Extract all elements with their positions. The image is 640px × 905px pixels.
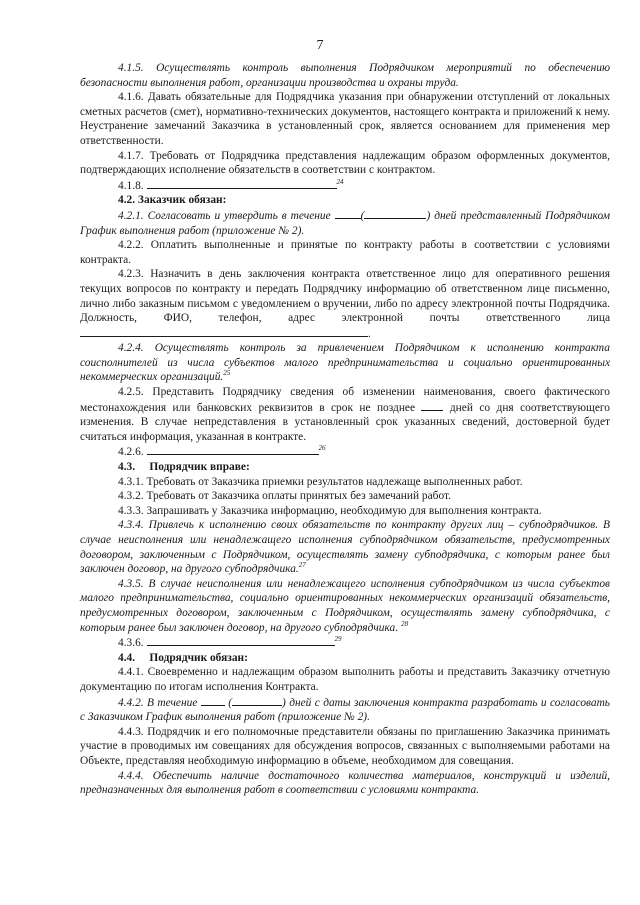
clause-4-2-3	[80, 267, 610, 341]
clause-4-3-6	[80, 635, 610, 651]
blank-line	[232, 695, 282, 706]
clause-4-3-6-label: 4.3.6.	[118, 637, 144, 650]
clause-4-2-5	[80, 385, 610, 444]
clause-4-2-3-end: .	[368, 327, 371, 340]
clause-4-2-4-text: 4.2.4. Осуществлять контроль за привлечением Подрядчиком к исполнению контракта соисполнителей из числа субъектов малого предпринимательства и социально ориентированных некоммерческих организаций.	[80, 342, 610, 384]
footnote-ref: 27	[298, 561, 306, 570]
clause-4-1-5: 4.1.5. Осуществлять контроль выполнения Подрядчиком мероприятий по обеспечению безопасности выполнения работ, организации производства и охраны труда.	[80, 62, 610, 89]
clause-4-4-2-text-a: 4.4.2. В течение	[118, 696, 198, 709]
footnote-ref: 29	[334, 635, 342, 644]
clause-4-4-1: 4.4.1. Своевременно и надлежащим образом выполнить работы и представить Заказчику отчетную документацию по итогам исполнения Контракта.	[80, 666, 610, 693]
section-4-3-number: 4.3.	[118, 461, 136, 474]
footnote-ref: 28	[400, 619, 408, 628]
clause-4-2-2: 4.2.2. Оплатить выполненные и принятые по контракту работы в соответствии с условиями контракта.	[80, 239, 610, 266]
footnote-ref: 26	[318, 444, 326, 453]
clause-4-3-3: 4.3.3. Запрашивать у Заказчика информацию, необходимую для выполнения контракта.	[118, 504, 542, 517]
blank-line	[147, 178, 337, 189]
clause-4-1-8	[80, 178, 610, 194]
clause-4-2-3-text: 4.2.3. Назначить в день заключения контракта ответственное лицо для оперативного решения текущих вопросов по контракту и передать Подрядчику информацию об ответственном лице письменно, лично либо заказным письмом с уведомлением о вручении, либо по адресу электронной почты Подрядчика. Должность, ФИО, телефон, адрес электронной почты ответственного лица	[80, 268, 610, 325]
clause-4-2-6-label: 4.2.6.	[118, 446, 144, 459]
clause-4-1-7: 4.1.7. Требовать от Подрядчика представления надлежащим образом оформленных документов, подтверждающих исполнение обязательств в соответствии с контрактом.	[80, 149, 610, 177]
section-4-3-heading	[80, 460, 610, 475]
clause-4-3-5	[80, 577, 610, 635]
clause-4-2-1-text-b: (	[360, 209, 365, 222]
clause-4-3-4-text: 4.3.4. Привлечь к исполнению своих обязательств по контракту других лиц – субподрядчиков. В случае неисполнения или ненадлежащего исполнения субподрядчиком обязательств, предусмотренных договором, заключенным с Подрядчиком, осуществлять замену субподрядчика, с которым ранее был заключен договор, на другого субподрядчика.	[80, 519, 610, 576]
clause-4-4-2-text-b: (	[228, 696, 233, 709]
blank-line	[364, 208, 426, 219]
clause-4-2-1-text-a: 4.2.1. Согласовать и утвердить в течение	[118, 209, 331, 222]
section-4-4-number: 4.4.	[118, 651, 136, 664]
section-4-4-title: Подрядчик обязан:	[149, 651, 248, 664]
clause-4-1-6-text: 4.1.6. Давать обязательные для Подрядчика указания при обнаружении отступлений от локальных сметных расчетов (смет), нормативно-технических документов, настоящего контракта и приложений к нему. Неустранение замечаний Заказчика в установленный срок, является основанием для применения мер ответственности.	[80, 91, 610, 147]
clause-4-1-6	[80, 90, 610, 148]
page-number: 7	[316, 38, 324, 53]
clause-4-2-1-text-c: ) дней представленный Подрядчиком График выполнения работ (приложение № 2).	[80, 209, 610, 237]
clause-4-4-3: 4.4.3. Подрядчик и его полномочные представители обязаны по приглашению Заказчика принимать участие в проводимых им совещаниях для обсуждения вопросов, связанных с выполняемыми работами на Объекте, представляя необходимую информацию в объеме, необходимом для совещания.	[80, 725, 610, 767]
footnote-ref: 25	[223, 369, 231, 378]
contract-text	[80, 61, 610, 798]
section-4-4-heading	[80, 651, 610, 666]
clause-4-4-2-text-c: ) дней с даты заключения контракта разработать и согласовать с Заказчиком График выполнения работ (приложение № 2).	[80, 696, 610, 724]
clause-4-2-6	[80, 444, 610, 460]
section-4-3-title: Подрядчик вправе:	[149, 461, 250, 474]
blank-line	[147, 635, 335, 646]
blank-line	[201, 695, 225, 706]
clause-4-1-8-label: 4.1.8.	[118, 179, 144, 192]
clause-4-2-5-text-a: 4.2.5. Представить Подрядчику сведения об изменении наименования, своего фактического местонахождения или банковских реквизитов в срок не позднее	[80, 386, 610, 414]
clause-4-3-4	[80, 518, 610, 576]
blank-line	[421, 400, 443, 411]
blank-line	[80, 326, 368, 337]
clause-4-4-2	[80, 695, 610, 725]
section-4-2-heading: 4.2. Заказчик обязан:	[118, 194, 227, 207]
clause-4-4-4: 4.4.4. Обеспечить наличие достаточного количества материалов, конструкций и изделий, предназначенных для выполнения работ в соответствии с условиями контракта.	[80, 769, 610, 797]
footnote-ref: 24	[336, 177, 344, 186]
clause-4-2-5-text-b: дней со дня соответствующего изменения. В случае непредставления в установленный срок указанных сведений, достоверной будет считаться информация, указанная в контракте.	[80, 401, 610, 443]
clause-4-3-2: 4.3.2. Требовать от Заказчика оплаты принятых без замечаний работ.	[118, 490, 451, 503]
blank-line	[147, 444, 319, 455]
blank-line	[335, 208, 361, 219]
clause-4-2-1	[80, 208, 610, 238]
clause-4-3-5-text: 4.3.5. В случае неисполнения или ненадлежащего исполнения субподрядчиком из числа субъектов малого предпринимательства, социально ориентированных некоммерческих организаций обязательств, предусмотренных договором, заключенным с Подрядчиком, осуществлять замену субподрядчика, с которым ранее был заключен договор, на другого субподрядчика.	[80, 577, 610, 634]
clause-4-2-4	[80, 341, 610, 385]
clause-4-3-1: 4.3.1. Требовать от Заказчика приемки результатов надлежаще выполненных работ.	[118, 475, 523, 488]
